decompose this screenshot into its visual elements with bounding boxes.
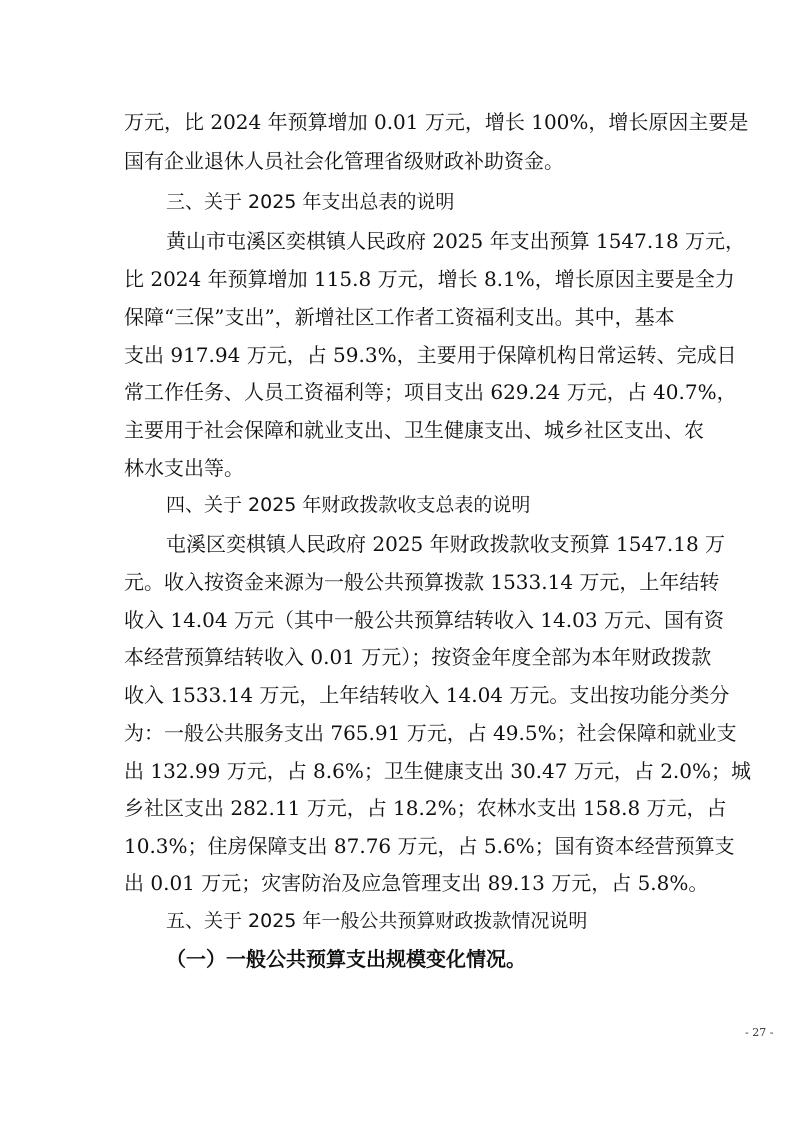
paragraph-line: 万元，比 2024 年预算增加 0.01 万元，增长 100%，增长原因主要是 xyxy=(124,110,749,134)
paragraph-line: 出 132.99 万元，占 8.6%；卫生健康支出 30.47 万元，占 2.0%；城 xyxy=(124,759,752,783)
paragraph-line: 出 0.01 万元；灾害防治及应急管理支出 89.13 万元，占 5.8%。 xyxy=(124,871,709,895)
paragraph-line: 乡社区支出 282.11 万元，占 18.2%；农林水支出 158.8 万元，占 xyxy=(124,796,727,820)
paragraph-line: 本经营预算结转收入 0.01 万元）；按资金年度全部为本年财政拨款 xyxy=(124,645,712,669)
paragraph-line: 主要用于社会保障和就业支出、卫生健康支出、城乡社区支出、农 xyxy=(124,418,704,442)
paragraph-line: 保障“三保”支出”，新增社区工作者工资福利支出。其中，基本 xyxy=(124,305,675,329)
subsection-heading: （一）一般公共预算支出规模变化情况。 xyxy=(166,947,526,971)
paragraph-line: 元。收入按资金来源为一般公共预算拨款 1533.14 万元，上年结转 xyxy=(124,570,720,594)
section-heading: 三、关于 2025 年支出总表的说明 xyxy=(166,191,455,213)
paragraph-line: 黄山市屯溪区奕棋镇人民政府 2025 年支出预算 1547.18 万元， xyxy=(166,229,746,253)
paragraph-line: 支出 917.94 万元，占 59.3%，主要用于保障机构日常运转、完成日 xyxy=(124,343,737,367)
paragraph-line: 常工作任务、人员工资福利等；项目支出 629.24 万元，占 40.7%， xyxy=(124,380,737,404)
paragraph-line: 收入 1533.14 万元，上年结转收入 14.04 万元。支出按功能分类分 xyxy=(124,683,730,707)
paragraph-line: 比 2024 年预算增加 115.8 万元，增长 8.1%，增长原因主要是全力 xyxy=(124,267,735,291)
paragraph-line: 屯溪区奕棋镇人民政府 2025 年财政拨款收支预算 1547.18 万 xyxy=(166,532,726,556)
paragraph-line: 收入 14.04 万元（其中一般公共预算结转收入 14.03 万元、国有资 xyxy=(124,608,724,632)
section-heading: 五、关于 2025 年一般公共预算财政拨款情况说明 xyxy=(166,910,588,932)
paragraph-line: 为：一般公共服务支出 765.91 万元，占 49.5%；社会保障和就业支 xyxy=(124,721,737,745)
section-heading: 四、关于 2025 年财政拨款收支总表的说明 xyxy=(166,494,531,516)
paragraph-line: 国有企业退休人员社会化管理省级财政补助资金。 xyxy=(124,149,564,173)
page-number: - 27 - xyxy=(745,1026,774,1039)
paragraph-line: 10.3%；住房保障支出 87.76 万元，占 5.6%；国有资本经营预算支 xyxy=(124,834,735,858)
paragraph-line: 林水支出等。 xyxy=(124,456,244,480)
